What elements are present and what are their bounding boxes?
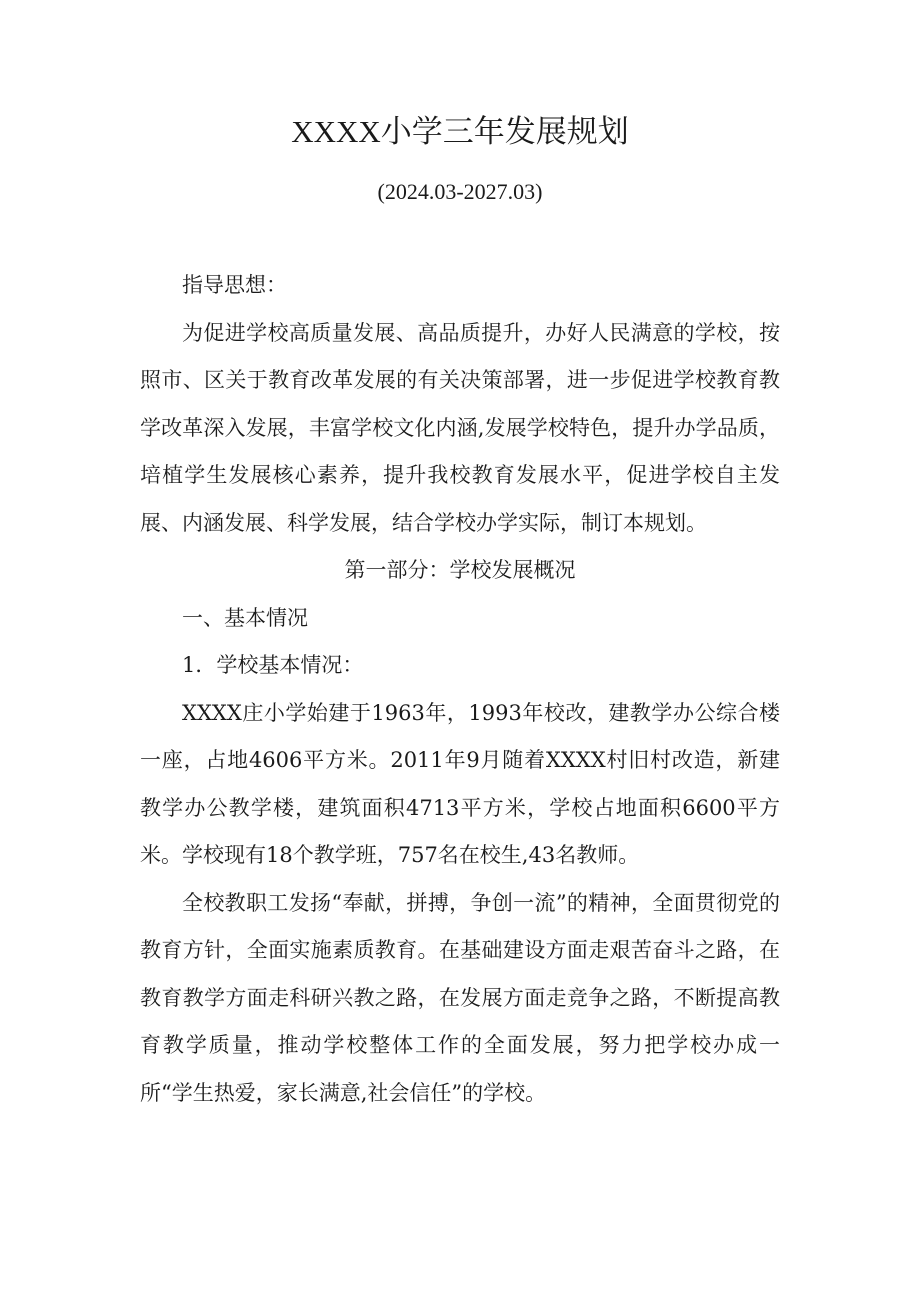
basic-info-paragraph: XXXX庄小学始建于1963年，1993年校改，建教学办公综合楼一座，占地4606平方米。2011年9月随着XXXX村旧村改造，新建教学办公教学楼，建筑面积4713平方米，学校占地面积6600平方米。学校现有18个教学班，757名在校生,43名教师。 (140, 700, 780, 867)
guiding-paragraph: 为促进学校高质量发展、高品质提升，办好人民满意的学校，按照市、区关于教育改革发展的有关决策部署，进一步促进学校教育教学改革深入发展，丰富学校文化内涵,发展学校特色，提升办学品质，培植学生发展核心素养，提升我校教育发展水平，促进学校自主发展、内涵发展、科学发展，结合学校办学实际，制订本规划。 (140, 320, 780, 535)
section-heading-basic: 一、基本情况 (182, 605, 308, 630)
subsection-heading-school-info: 1．学校基本情况： (182, 653, 364, 677)
spirit-paragraph: 全校教职工发扬“奉献，拼搏，争创一流”的精神，全面贯彻党的教育方针，全面实施素质教育。在基础建设方面走艰苦奋斗之路，在教育教学方面走科研兴教之路，在发展方面走竞争之路，不断提高教育教学质量，推动学校整体工作的全面发展，努力把学校办成一所“学生热爱，家长满意,社会信任”的学校。 (140, 890, 780, 1105)
document-title: XXXX小学三年发展规划 (291, 114, 629, 149)
part-one-heading: 第一部分：学校发展概况 (344, 558, 576, 582)
plan-period: (2024.03-2027.03) (377, 179, 543, 204)
document-body (140, 262, 780, 1117)
guiding-heading: 指导思想： (182, 273, 287, 297)
